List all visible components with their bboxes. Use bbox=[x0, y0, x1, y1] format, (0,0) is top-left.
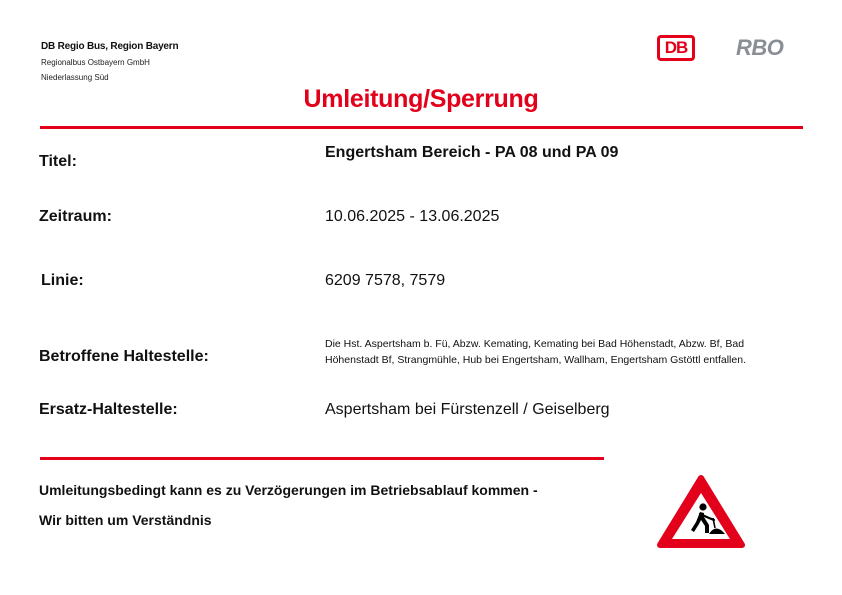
footer-notice: Umleitungsbedingt kann es zu Verzögerungen im Betriebsablauf kommen - bbox=[39, 482, 538, 498]
footer-divider bbox=[40, 457, 604, 460]
subsidiary-name: Regionalbus Ostbayern GmbH bbox=[41, 58, 150, 67]
company-name: DB Regio Bus, Region Bayern bbox=[41, 41, 179, 52]
branch-name: Niederlassung Süd bbox=[41, 73, 109, 82]
value-zeitraum: 10.06.2025 - 13.06.2025 bbox=[325, 208, 500, 225]
value-titel: Engertsham Bereich - PA 08 und PA 09 bbox=[325, 144, 619, 161]
roadworks-warning-icon bbox=[656, 474, 746, 550]
page-title: Umleitung/Sperrung bbox=[303, 85, 539, 113]
label-betroffene-haltestelle: Betroffene Haltestelle: bbox=[39, 348, 209, 365]
label-ersatz-haltestelle: Ersatz-Haltestelle: bbox=[39, 401, 178, 418]
rbo-logo: RBO bbox=[736, 35, 784, 60]
value-betroffene-haltestelle: Die Hst. Aspertsham b. Fü, Abzw. Kemating, Kemating bei Bad Höhenstadt, Abzw. Bf, Bad Höhenstadt Bf, Strangmühle, Hub bei Engertsham, Wallham, Engertsham Gstöttl entfallen. bbox=[325, 338, 746, 366]
label-titel: Titel: bbox=[39, 153, 77, 170]
label-linie: Linie: bbox=[41, 272, 84, 289]
label-zeitraum: Zeitraum: bbox=[39, 208, 112, 225]
value-ersatz-haltestelle: Aspertsham bei Fürstenzell / Geiselberg bbox=[325, 401, 610, 418]
value-linie: 6209 7578, 7579 bbox=[325, 272, 446, 289]
db-logo: DB bbox=[657, 35, 695, 61]
title-divider bbox=[40, 126, 803, 129]
footer-apology: Wir bitten um Verständnis bbox=[39, 512, 212, 528]
